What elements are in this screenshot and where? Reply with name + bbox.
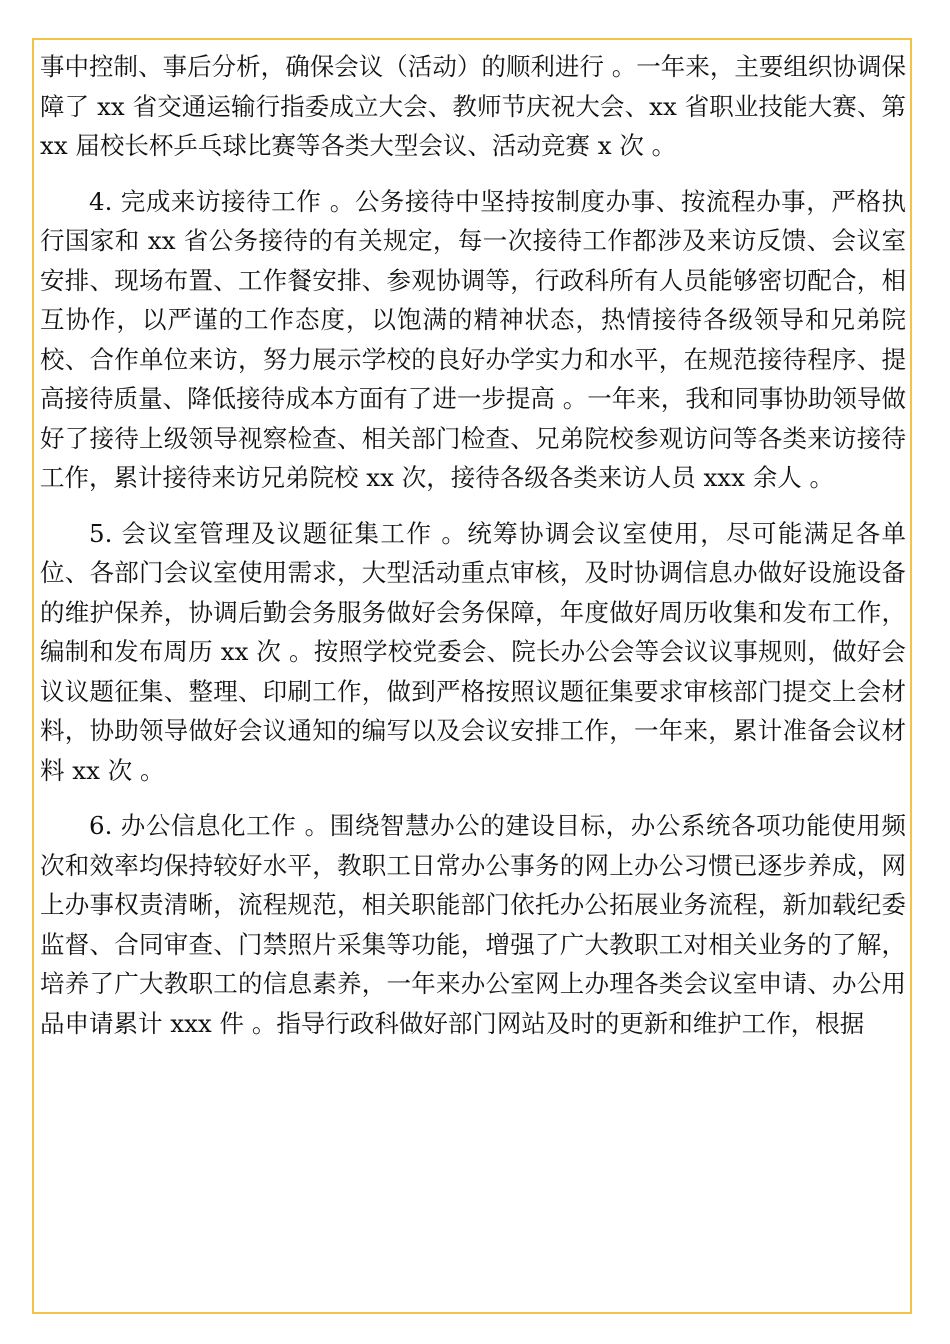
paragraph-reception-work: 4. 完成来访接待工作 。公务接待中坚持按制度办事、按流程办事，严格执行国家和 xx 省公务接待的有关规定，每一次接待工作都涉及来访反馈、会议室安排、现场布置、工作餐安排、参观协调等，行政科所有人员能够密切配合，相互协作，以严谨的工作态度，以饱满的精神状态，热情接待各级领导和兄弟院校、合作单位来访，努力展示学校的良好办学实力和水平，在规范接待程序、提高接待质量、降低接待成本方面有了进一步提高 。一年来，我和同事协助领导做好了接待上级领导视察检查、相关部门检查、兄弟院校参观访问等各类来访接待工作，累计接待来访兄弟院校 xx 次，接待各级各类来访人员 xxx 余人 。: [40, 186, 906, 492]
paragraph-continued: 事中控制、事后分析，确保会议（活动）的顺利进行 。一年来，主要组织协调保障了 xx 省交通运输行指委成立大会、教师节庆祝大会、xx 省职业技能大赛、第 xx 届校长杯乒乓球比赛等各类大型会议、活动竞赛 x 次 。: [40, 52, 906, 160]
document-body: [40, 47, 906, 1059]
paragraph-meeting-room-management: 5. 会议室管理及议题征集工作 。统筹协调会议室使用，尽可能满足各单位、各部门会议室使用需求，大型活动重点审核，及时协调信息办做好设施设备的维护保养，协调后勤会务服务做好会务保障，年度做好周历收集和发布工作，编制和发布周历 xx 次 。按照学校党委会、院长办公会等会议议事规则，做好会议议题征集、整理、印刷工作，做到严格按照议题征集要求审核部门提交上会材料，协助领导做好会议通知的编写以及会议安排工作，一年来，累计准备会议材料 xx 次 。: [40, 518, 906, 785]
paragraph-office-informatization: 6. 办公信息化工作 。围绕智慧办公的建设目标，办公系统各项功能使用频次和效率均保持较好水平，教职工日常办公事务的网上办公习惯已逐步养成，网上办事权责清晰，流程规范，相关职能部门依托办公拓展业务流程，新加载纪委监督、合同审查、门禁照片采集等功能，增强了广大教职工对相关业务的了解，培养了广大教职工的信息素养，一年来办公室网上办理各类会议室申请、办公用品申请累计 xxx 件 。指导行政科做好部门网站及时的更新和维护工作，根据: [40, 811, 906, 1038]
